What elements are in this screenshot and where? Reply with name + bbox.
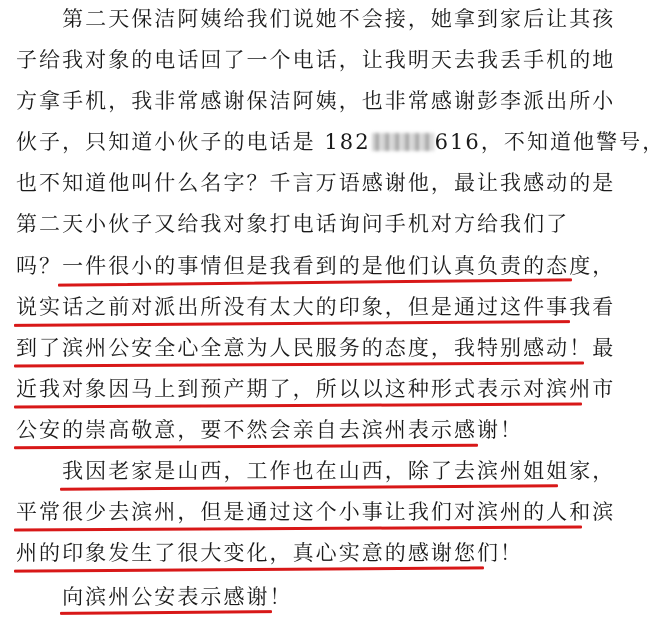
text-line-12: 我因老家是山西，工作也在山西，除了去滨州姐姐家， [16,459,616,483]
text-line-14: 州的印象发生了很大变化，真心实意的感谢您们！ [16,541,524,565]
text-line-13: 平常很少去滨州，但是通过这个小事让我们对滨州的人和滨 [16,500,616,524]
text-line-11: 公安的崇高敬意，要不然会亲自去滨州表示感谢！ [16,418,524,442]
phone-suffix: 616，不知道他警号， [434,130,665,154]
phone-prefix: 伙子，只知道小伙子的电话是 182 [16,130,371,154]
text-line-15: 向滨州公安表示感谢！ [16,585,293,609]
red-underline [60,610,272,615]
redacted-digits [372,133,434,151]
text-line-1: 第二天保洁阿姨给我们说她不会接，她拿到家后让其孩 [16,7,616,31]
text-line-3: 方拿手机，我非常感谢保洁阿姨，也非常感谢彭李派出所小 [16,89,616,113]
text-line-9: 到了滨州公安全心全意为人民服务的态度，我特别感动！最 [16,336,616,360]
text-line-10: 近我对象因马上到预产期了，所以以这种形式表示对滨州市 [16,377,616,401]
text-line-8: 说实话之前对派出所没有太大的印象，但是通过这件事我看 [16,295,616,319]
text-line-5: 也不知道他叫什么名字？千言万语感谢他，最让我感动的是 [16,171,616,195]
text-line-6: 第二天小伙子又给我对象打电话询问手机对方给我们了 [16,212,570,236]
text-line-2: 子给我对象的电话回了一个电话，让我明天去我丢手机的地 [16,48,616,72]
text-line-4 [16,127,665,157]
text-line-7: 吗？一件很小的事情但是我看到的是他们认真负责的态度， [16,254,616,278]
